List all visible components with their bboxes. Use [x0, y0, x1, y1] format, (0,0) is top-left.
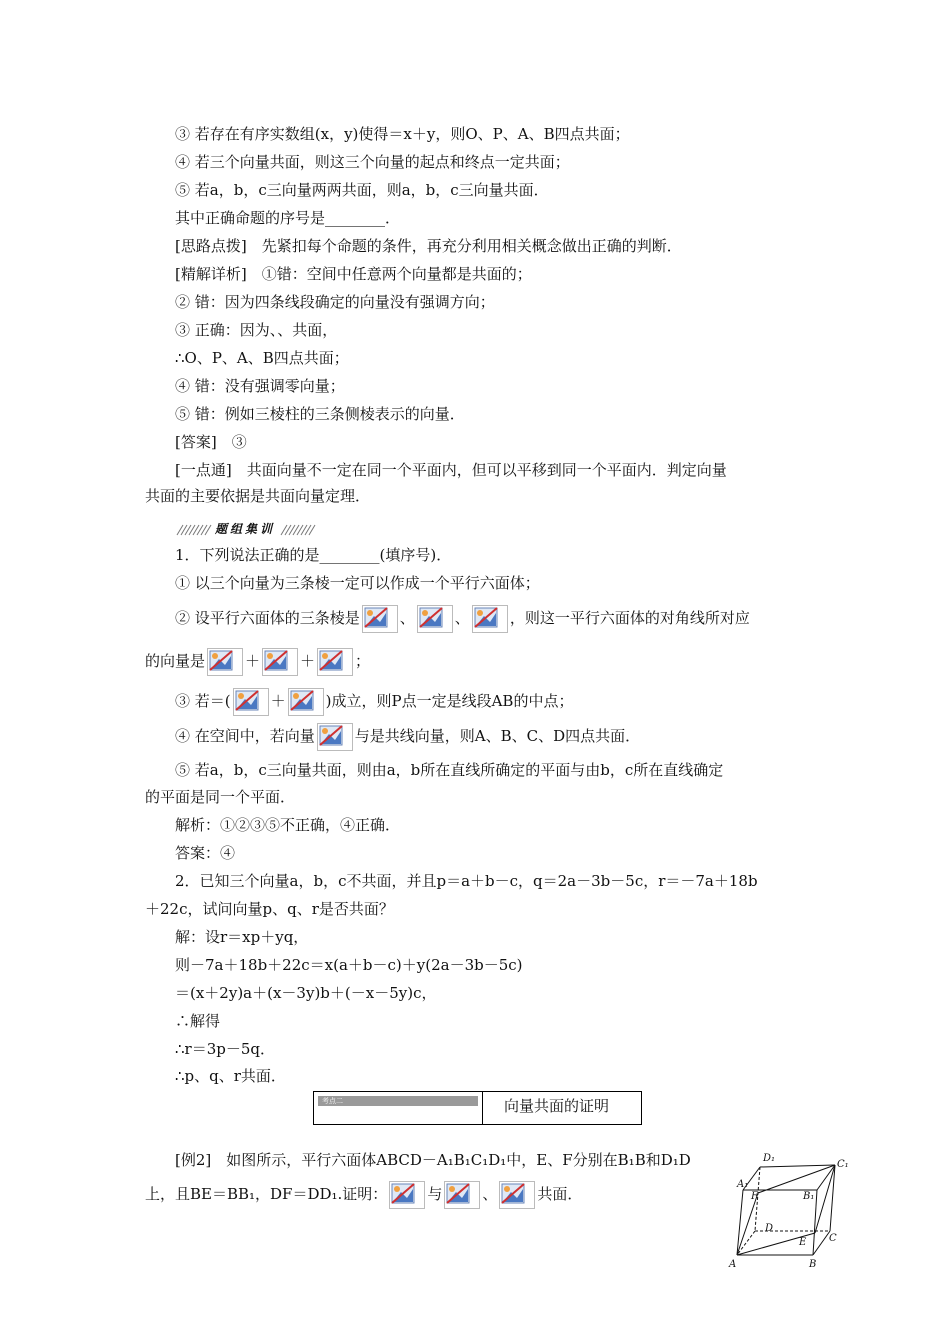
text-fragment: 与 [427, 1185, 443, 1203]
vector-image-icon [444, 1181, 480, 1209]
text-line: 解析：①②③⑤不正确，④正确． [175, 816, 401, 834]
vertex-label: D [765, 1223, 774, 1234]
text-line: 则－7a＋18b＋22c＝x(a＋b－c)＋y(2a－3b－5c) [175, 956, 523, 974]
vector-image-icon [417, 605, 453, 633]
text-fragment: 、 [399, 609, 415, 627]
text-line: 其中正确命题的序号是________． [175, 209, 401, 227]
text-line: [思路点拨] 先紧扣每个命题的条件，再充分利用相关概念做出正确的判断． [175, 237, 682, 255]
text-fragment: ＋ [245, 652, 261, 670]
text-line: ＝(x＋2y)a＋(x－3y)b＋(－x－5y)c， [175, 984, 437, 1002]
section-header-title: 题组集训 [215, 522, 276, 536]
text-line [175, 604, 750, 633]
text-fragment: ④ 在空间中，若向量 [175, 727, 315, 745]
text-fragment: 上，且BE＝BB₁，DF＝DD₁.证明： [145, 1185, 388, 1203]
topic-box [313, 1091, 642, 1125]
topic-tag [318, 1096, 478, 1106]
edge-line [760, 1165, 835, 1167]
text-line: ① 以三个向量为三条棱一定可以作成一个平行六面体； [175, 574, 540, 592]
text-line: ⑤ 若a，b，c三向量共面，则由a，b所在直线所确定的平面与由b，c所在直线确定 [175, 761, 724, 779]
text-fragment: 的向量是 [145, 652, 206, 670]
vertex-label: C₁ [837, 1159, 849, 1170]
vector-image-icon [317, 648, 353, 676]
vector-image-icon [317, 723, 353, 751]
section-line [758, 1165, 835, 1193]
text-line: [精解详析] ①错：空间中任意两个向量都是共面的； [175, 265, 532, 283]
text-line: [例2] 如图所示，平行六面体ABCD－A₁B₁C₁D₁中，E、F分别在B₁B和D₁D [175, 1151, 691, 1169]
text-line [145, 1180, 582, 1209]
text-fragment: 与是共线向量，则A、B、C、D四点共面． [354, 727, 641, 745]
text-line [145, 647, 370, 676]
vector-image-icon [233, 688, 269, 716]
text-fragment: ＋ [270, 692, 286, 710]
text-line: ∴p、q、r共面． [175, 1067, 286, 1085]
text-fragment: ＋ [300, 652, 316, 670]
text-line: 解：设r＝xp＋yq， [175, 928, 309, 946]
hidden-edge-line [737, 1231, 755, 1255]
text-line: ③ 若存在有序实数组(x，y)使得＝x＋y，则O、P、A、B四点共面； [175, 125, 630, 143]
vertex-label: C [829, 1233, 837, 1244]
text-line: ④ 若三个向量共面，则这三个向量的起点和终点一定共面； [175, 153, 570, 171]
text-line: ∴O、P、A、B四点共面； [175, 349, 349, 367]
vertex-label: D₁ [763, 1153, 776, 1164]
vector-image-icon [207, 648, 243, 676]
vector-image-icon [389, 1181, 425, 1209]
vector-image-icon [472, 605, 508, 633]
text-fragment: 、 [482, 1185, 498, 1203]
text-line: ⑤ 错：例如三棱柱的三条侧棱表示的向量． [175, 405, 465, 423]
text-line: ⑤ 若a，b，c三向量两两共面，则a，b，c三向量共面． [175, 181, 549, 199]
text-fragment: ； [355, 652, 371, 670]
text-line: ④ 错：没有强调零向量； [175, 377, 345, 395]
text-line: ＋22c，试问向量p、q、r是否共面？ [145, 900, 394, 918]
text-line: 1．下列说法正确的是________(填序号)． [175, 546, 452, 564]
text-line: 共面的主要依据是共面向量定理． [145, 487, 371, 505]
text-line: 2．已知三个向量a，b，c不共面，并且p＝a＋b－c，q＝2a－3b－5c，r＝－7a＋18b [175, 872, 758, 890]
vector-image-icon [288, 688, 324, 716]
vector-image-icon [362, 605, 398, 633]
topic-box-divider [482, 1092, 483, 1124]
vertex-label: A₁ [737, 1179, 749, 1190]
topic-tag-label: 考点二 [322, 1097, 343, 1105]
text-line [175, 687, 573, 716]
text-line: [答案] ③ [175, 433, 247, 451]
text-line: ∴解得 [175, 1012, 221, 1030]
vertex-label: B [809, 1259, 817, 1270]
topic-title: 向量共面的证明 [504, 1097, 610, 1115]
text-line [175, 722, 640, 751]
vertex-label: B₁ [803, 1191, 815, 1202]
text-fragment: 共面． [537, 1185, 583, 1203]
section-header [175, 522, 325, 536]
text-fragment: ，则这一平行六面体的对角线所对应 [509, 609, 750, 627]
text-line: ② 错：因为四条线段确定的向量没有强调方向； [175, 293, 495, 311]
vertex-label: A [729, 1259, 737, 1270]
text-fragment: 、 [454, 609, 470, 627]
text-fragment: ③ 若＝( [175, 692, 231, 710]
text-line: ③ 正确：因为、、共面， [175, 321, 338, 339]
parallelepiped-figure [725, 1145, 860, 1275]
text-line: 的平面是同一个平面． [145, 788, 296, 806]
vector-image-icon [262, 648, 298, 676]
text-line: ∴r＝3p－5q． [175, 1040, 276, 1058]
edge-line [813, 1231, 830, 1255]
vertex-label: F [751, 1191, 758, 1202]
text-fragment: ② 设平行六面体的三条棱是 [175, 609, 360, 627]
vector-image-icon [499, 1181, 535, 1209]
vertex-label: E [799, 1237, 807, 1248]
text-line: 答案：④ [175, 844, 236, 862]
text-line: [一点通] 共面向量不一定在同一个平面内，但可以平移到同一个平面内．判定向量 [175, 461, 727, 479]
text-fragment: )成立，则P点一定是线段AB的中点； [325, 692, 574, 710]
